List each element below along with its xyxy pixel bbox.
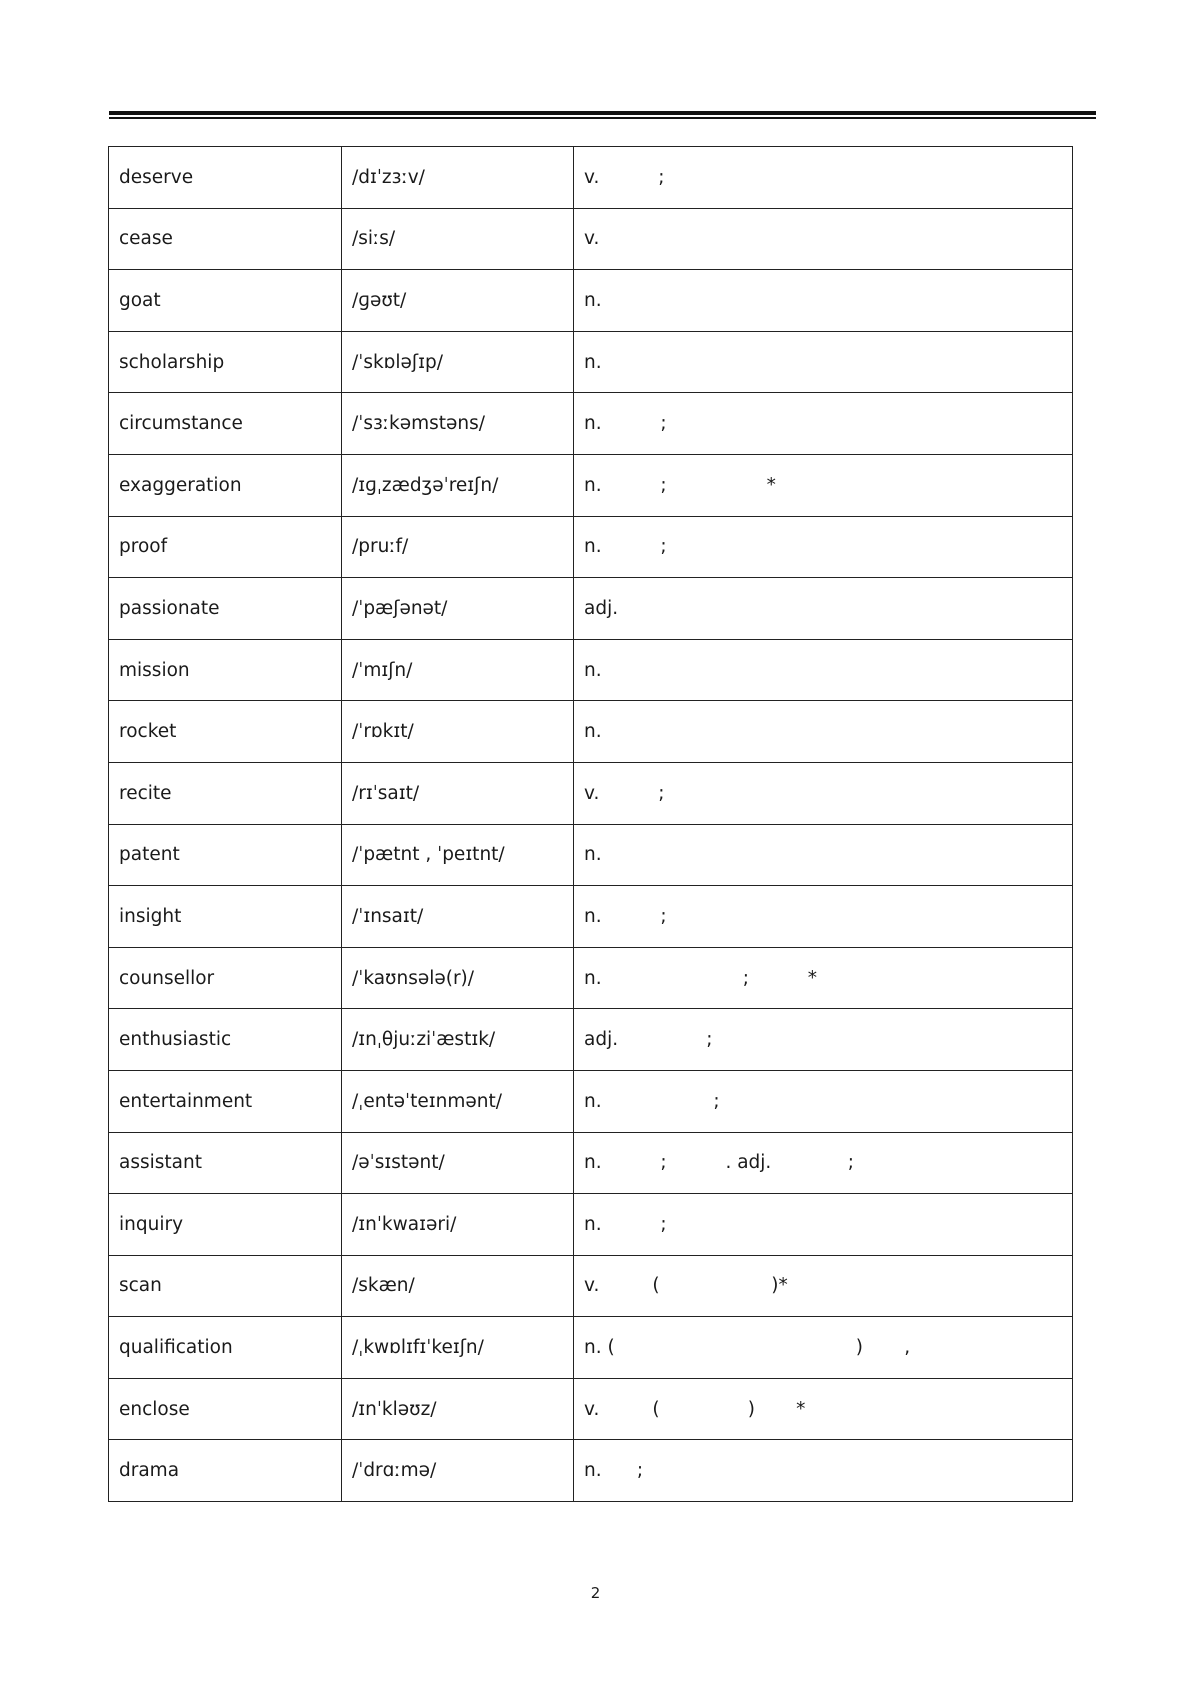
word-cell: inquiry [109,1194,342,1256]
page-number: 2 [590,1584,601,1602]
table-row [109,208,1073,270]
phonetic-cell: /ˈpæʃənət/ [342,578,574,640]
phonetic-cell: /ˈsɜːkəmstəns/ [342,393,574,455]
header-double-rule [109,111,1096,120]
word-cell: enclose [109,1378,342,1440]
definition-cell: n. ; [574,1070,1073,1132]
definition-cell: v. ; [574,147,1073,209]
phonetic-cell: /ɪɡˌzædʒəˈreɪʃn/ [342,454,574,516]
word-cell: exaggeration [109,454,342,516]
word-cell: scan [109,1255,342,1317]
word-cell: patent [109,824,342,886]
table-row [109,1070,1073,1132]
definition-cell: v. ; [574,762,1073,824]
phonetic-cell: /ˈɪnsaɪt/ [342,886,574,948]
table-row [109,1378,1073,1440]
definition-cell: n. ; * [574,947,1073,1009]
phonetic-cell: /pruːf/ [342,516,574,578]
table-row [109,578,1073,640]
word-cell: assistant [109,1132,342,1194]
definition-cell: v. ( )* [574,1255,1073,1317]
word-cell: proof [109,516,342,578]
word-cell: circumstance [109,393,342,455]
phonetic-cell: /skæn/ [342,1255,574,1317]
word-cell: goat [109,270,342,332]
definition-cell: n. [574,701,1073,763]
word-cell: enthusiastic [109,1009,342,1071]
word-cell: counsellor [109,947,342,1009]
word-cell: entertainment [109,1070,342,1132]
table-row [109,762,1073,824]
table-row [109,1132,1073,1194]
phonetic-cell: /ˈrɒkɪt/ [342,701,574,763]
table-row [109,824,1073,886]
word-cell: insight [109,886,342,948]
definition-cell: n. ; [574,886,1073,948]
vocabulary-table-body [109,147,1073,1502]
table-row [109,1440,1073,1502]
definition-cell: n. ; * [574,454,1073,516]
phonetic-cell: /ɪnˈkləʊz/ [342,1378,574,1440]
phonetic-cell: /ɡəʊt/ [342,270,574,332]
phonetic-cell: /ˈpætnt , ˈpeɪtnt/ [342,824,574,886]
table-row [109,331,1073,393]
definition-cell: n. [574,331,1073,393]
table-row [109,701,1073,763]
table-row [109,886,1073,948]
definition-cell: adj. [574,578,1073,640]
word-cell: rocket [109,701,342,763]
definition-cell: n. ; . adj. ; [574,1132,1073,1194]
definition-cell: v. [574,208,1073,270]
phonetic-cell: /ˈskɒləʃɪp/ [342,331,574,393]
table-row [109,947,1073,1009]
table-row [109,1009,1073,1071]
table-row [109,516,1073,578]
phonetic-cell: /ɪnˌθjuːziˈæstɪk/ [342,1009,574,1071]
phonetic-cell: /rɪˈsaɪt/ [342,762,574,824]
definition-cell: n. [574,824,1073,886]
table-row [109,393,1073,455]
table-row [109,1194,1073,1256]
definition-cell: adj. ; [574,1009,1073,1071]
definition-cell: n. ( ) , [574,1317,1073,1379]
phonetic-cell: /ˈmɪʃn/ [342,639,574,701]
vocabulary-table [108,146,1073,1502]
word-cell: drama [109,1440,342,1502]
phonetic-cell: /ˈdrɑːmə/ [342,1440,574,1502]
table-row [109,147,1073,209]
word-cell: mission [109,639,342,701]
table-row [109,1317,1073,1379]
definition-cell: n. ; [574,1440,1073,1502]
header-rule-thin [109,117,1096,119]
definition-cell: v. ( ) * [574,1378,1073,1440]
phonetic-cell: /siːs/ [342,208,574,270]
phonetic-cell: /ˌkwɒlɪfɪˈkeɪʃn/ [342,1317,574,1379]
word-cell: passionate [109,578,342,640]
header-rule-thick [109,111,1096,115]
definition-cell: n. [574,270,1073,332]
word-cell: deserve [109,147,342,209]
table-row [109,1255,1073,1317]
word-cell: cease [109,208,342,270]
phonetic-cell: /dɪˈzɜːv/ [342,147,574,209]
phonetic-cell: /ˌentəˈteɪnmənt/ [342,1070,574,1132]
table-row [109,270,1073,332]
table-row [109,454,1073,516]
phonetic-cell: /ɪnˈkwaɪəri/ [342,1194,574,1256]
phonetic-cell: /əˈsɪstənt/ [342,1132,574,1194]
table-row [109,639,1073,701]
word-cell: recite [109,762,342,824]
definition-cell: n. ; [574,1194,1073,1256]
word-cell: qualification [109,1317,342,1379]
word-cell: scholarship [109,331,342,393]
phonetic-cell: /ˈkaʊnsələ(r)/ [342,947,574,1009]
definition-cell: n. [574,639,1073,701]
definition-cell: n. ; [574,393,1073,455]
definition-cell: n. ; [574,516,1073,578]
